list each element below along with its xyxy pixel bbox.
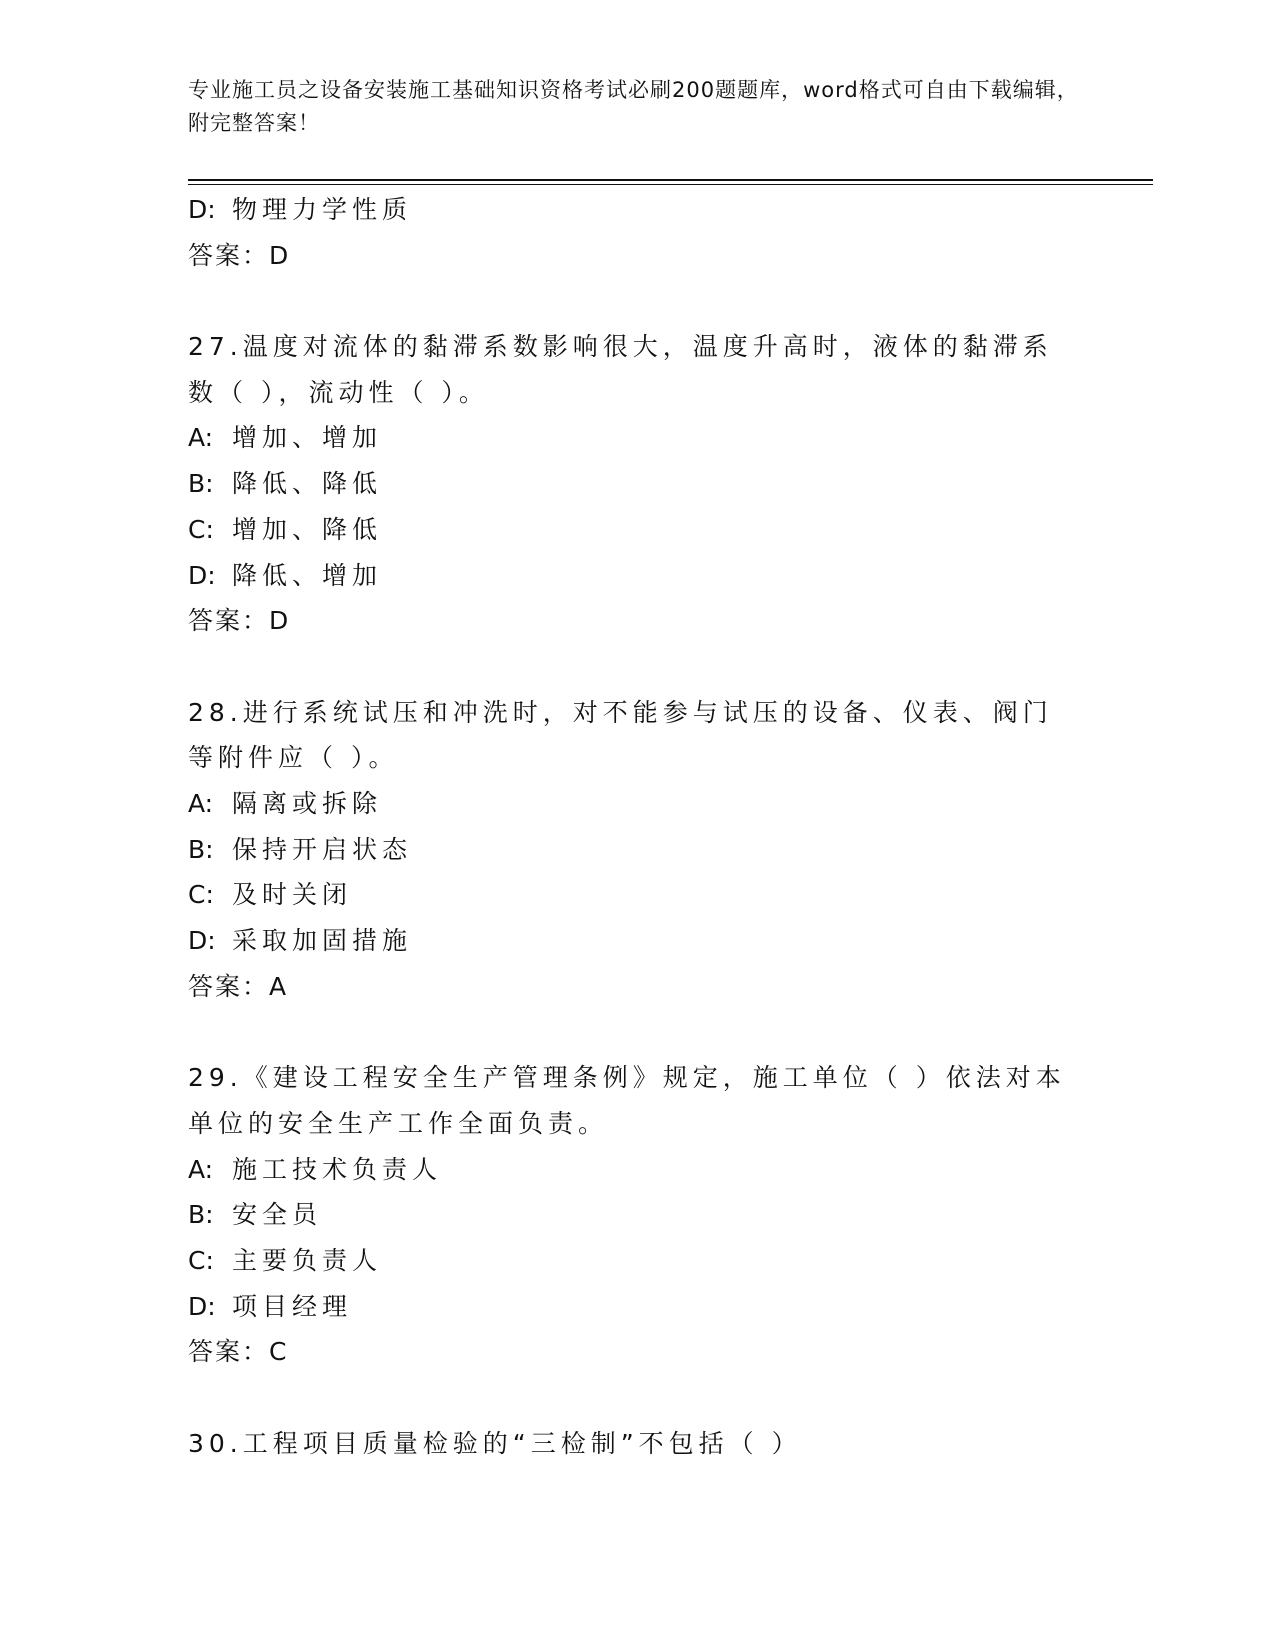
- option-c: [188, 507, 1088, 553]
- answer-line: 答案：D: [188, 240, 291, 270]
- option-key: A:: [188, 1154, 214, 1184]
- option-text: 物理力学性质: [232, 195, 413, 224]
- option-key: D:: [188, 195, 216, 224]
- option-text: 项目经理: [232, 1291, 353, 1321]
- option-key: B:: [188, 834, 214, 864]
- option-key: B:: [188, 469, 214, 499]
- option-text: 施工技术负责人: [232, 1154, 443, 1184]
- option-text: 增加、降低: [232, 514, 383, 544]
- option-key: C:: [188, 514, 214, 544]
- option-key: C:: [188, 1245, 214, 1275]
- option-text: 采取加固措施: [232, 926, 413, 956]
- question-27-stem: 27.温度对流体的黏滞系数影响很大，温度升高时，液体的黏滞系数（ ），流动性（ ）。: [188, 332, 1053, 407]
- option-d: [188, 1284, 1088, 1330]
- option-text: 主要负责人: [232, 1245, 383, 1275]
- spacer: [188, 1375, 1088, 1421]
- option-text: 降低、增加: [232, 560, 383, 590]
- spacer: [188, 644, 1088, 690]
- option-text: 及时关闭: [232, 880, 353, 910]
- option-c: [188, 1238, 1088, 1284]
- page-header: 专业施工员之设备安装施工基础知识资格考试必刷200题题库，word格式可自由下载编辑，附完整答案！: [188, 78, 1079, 135]
- header-divider-thick: [188, 179, 1153, 181]
- option-text: 降低、降低: [232, 469, 383, 499]
- header-divider-thin: [188, 184, 1153, 185]
- answer-line: 答案：A: [188, 971, 289, 1001]
- answer-line: 答案：D: [188, 606, 291, 636]
- option-d: [188, 187, 1088, 233]
- option-d: [188, 918, 1088, 964]
- option-key: A:: [188, 789, 214, 818]
- answer-line: 答案：C: [188, 1337, 289, 1367]
- option-key: D:: [188, 560, 216, 590]
- option-b: [188, 1192, 1088, 1238]
- spacer: [188, 278, 1088, 324]
- option-key: A:: [188, 423, 214, 453]
- option-key: B:: [188, 1200, 214, 1230]
- option-key: D:: [188, 1291, 216, 1321]
- option-text: 保持开启状态: [232, 834, 413, 864]
- option-a: [188, 1147, 1088, 1193]
- question-list: [188, 187, 1088, 1466]
- question-30-stem: 30.工程项目质量检验的“三检制”不包括（ ）: [188, 1428, 802, 1458]
- option-text: 安全员: [232, 1200, 323, 1230]
- option-key: C:: [188, 880, 214, 910]
- spacer: [188, 1009, 1088, 1055]
- option-text: 隔离或拆除: [232, 789, 383, 818]
- option-a: [188, 415, 1088, 461]
- option-d: [188, 553, 1088, 599]
- option-a: [188, 781, 1088, 827]
- option-b: [188, 461, 1088, 507]
- question-29-stem: 29.《建设工程安全生产管理条例》规定，施工单位（ ）依法对本单位的安全生产工作全面负责。: [188, 1063, 1066, 1138]
- option-key: D:: [188, 926, 216, 956]
- option-c: [188, 872, 1088, 918]
- question-28-stem: 28.进行系统试压和冲洗时，对不能参与试压的设备、仪表、阀门等附件应（ ）。: [188, 697, 1053, 773]
- option-text: 增加、增加: [232, 423, 383, 453]
- option-b: [188, 827, 1088, 873]
